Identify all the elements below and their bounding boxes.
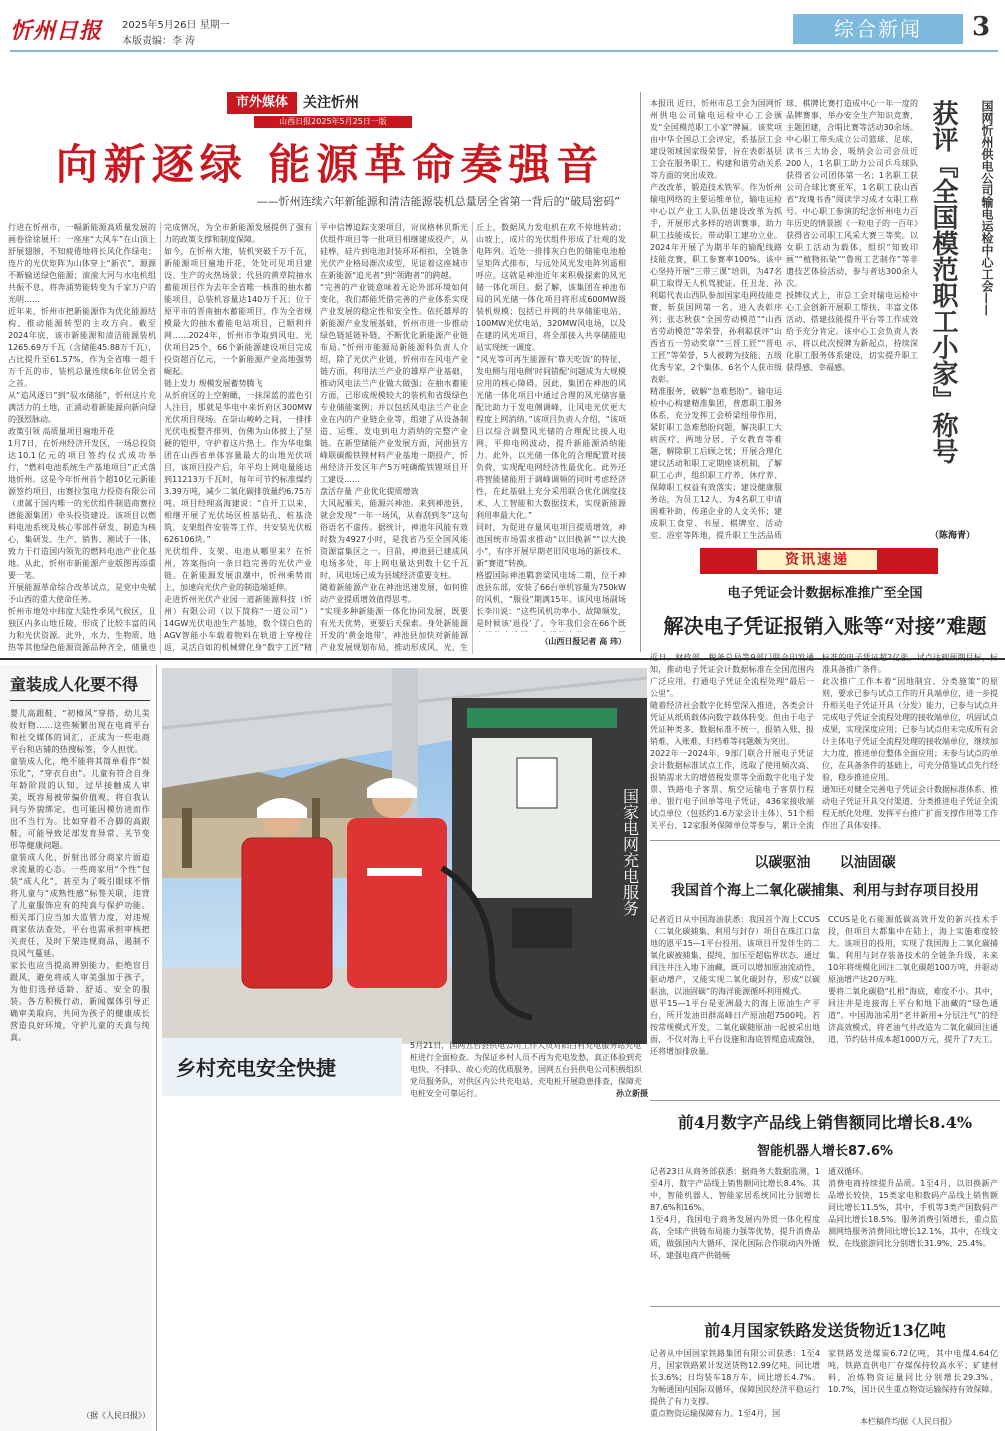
photo-headline: 乡村充电安全快捷 [176,1056,336,1080]
column-divider [316,222,317,654]
lead-byline: （山西日报记者 高 玮） [540,637,626,646]
photo-caption-text: 5月21日，国网五台县供电公司工作人员对阳白村充电服务站充电桩进行全面检查。为保证乡村人员不再为充电发愁，真正体验到充电快、不排队、故心充的优质服务，国网五台县供电公司积极组织党员服务队，对供区内公共充电站、充电桩开展隐患排查，保障充电桩安全可靠运行。 [410,1041,642,1098]
page-number: 3 [971,12,991,42]
award-column-2: 球、棋牌比赛打造成中心一年一度的品牌赛事，举办安全生产知识竞赛，主题团建，合唱比赛等活动30余场。中心职工带头成立公司篮球、足球，读书三大协会，吸纳会公司会员近200人，1名职工助力公司乒乓球队获得省公司团体第一名；1名职工获公司合球比赛亚军，1名职工获山西省“玫瑰书香”阅读学习成才女职工称号。中心职工参演的纪念忻州电力百年历史的情景剧《一粒电子的一百年》获得省公司职工风采大赛三等奖。以女职工活动为载体，组织“知致印画”“植物拓染”“鲁班工艺制作”等非遗技艺体验活动，参与者达300余人次。 授牌仪式上，市总工会对输电运检中心工会创新开展职工帮扶、丰富文体活动、搭建技能提升平台等工作成效给予充分肯定。该中心工会负责人表示，将以此次授牌为新起点，持续深化职工服务体系建设，切实提升职工获得感、幸福感。 [786,99,918,372]
section-divider [156,665,157,1431]
railway-column-2: 家铁路发送煤炭6.72亿吨，其中电煤4.64亿吨，铁路直供电厂存煤保持较高水平；矿建材料，冶炼物资运量同比分别增长29.3%、10.7%，国计民生重点物资运输保持有效保障。 [828,1349,998,1394]
digital-subheadline: 智能机器人增长87.6% [756,1144,894,1159]
photo-caption [410,1040,648,1100]
ccus-headline: 我国首个海上二氧化碳捕集、利用与封存项目投用 [671,883,979,899]
lead-tag-media: 市外媒体 [227,92,297,114]
evoucher-headline: 解决电子凭证报销入账等“对接”难题 [663,614,987,638]
horizontal-rule [650,1100,1000,1101]
horizontal-rule [650,1306,1000,1307]
evoucher-column-2: 标准的电子凭证超2亿张。试点达到预期目标，标准具备推广条件。 此次推广工作本着“因地制宜、分类施策”的原则，要求已参与试点工作的开具端单位，进一步提升相关电子凭证开具（分发）能力，已参与试点并完成电子凭证全流程处理的接收端单位，巩固试点成果，实现深度应用；已参与试点但未完成所有会计主体电子凭证全流程处理的接收端单位，继续加大力度，推进单位整体全面应用；未参与试点的单位，在具备条件的基础上，可充分借鉴试点先行经验，稳步推进应用。 通知还对健全完善电子凭证会计数据标准体系、推动电子凭证开具交付渠道、分类推进电子凭证全流程无纸化处理、发挥平台推广扩面支撑作用等工作作出了具体安排。 [822,653,998,830]
digital-headline: 前4月数字产品线上销售额同比增长8.4% [677,1113,973,1132]
lead-source-badge: 山西日报2025年5月25日一版 [254,116,412,128]
issue-date: 2025年5月26日 星期一 [122,20,230,31]
digital-column-2: 通双循环。 消费电商持续提升品质。1至4月，以旧换新产品增长较快，15类家电和数码产品线上销售额同比增长11.5%，其中，手机等3类产国数码产品同比增长18.5%。服务消费引领增长，重点监测网络服务消费同比增长12.1%，其中，在线文娱、在线旅游同比分别增长31.9%、25.4%。 [828,1167,998,1248]
ccus-column-2: CCUS是化石能源低碳高效开发的新兴技术手段，但项目大都集中在陆上，海上实施难度较大。该项目的投用，实现了我国海上二氧化碳捕集、利用与封存装备技术的全链条升级，未来10年将规模化回注二氧化碳超100万吨，并驱动原油增产达20万吨。 要将二氧化碳稳“扎根”海底，难度不小。其中，回注井是连接海上平台和地下油藏的“绿色通道”。中国海油采用“老井新用+分层注气”的经济高效模式，将老油气井改造为二氧化碳回注通道，节约钻井成本超1000万元，提升了7天工。 [828,915,998,1044]
commentary-headline: 童装成人化要不得 [10,675,139,694]
railway-headline: 前4月国家铁路发送货物近13亿吨 [704,1321,946,1340]
lead-column-2: 完成情况，为全市新能源发展提供了强有力的政策支撑和制度保障。 如今，在忻州大地，装机突破千万千瓦，新能源项目遍地开花，处处可见项目建设、生产的火热场景；代县的黄草院抽水蓄能项目作为去年全省唯一核准的抽水蓄能项目，总装机容量达140万千瓦；位于原平市的晋南抽水蓄能项目，作为全省规模最大的抽水蓄能电站项目，已顺利并网……2024年，忻州市争取到风电、光伏项目25个，66个新能源建设项目完成投资超百亿元，一个新能源产业高地强势崛起。 链上发力 规模发展蓄势腾飞 从忻府区的上空俯瞰，一抹深蓝的蓝色引人注目，那就是华电中来忻府区300MW光伏项目现场。在崇山峻岭之间，一排排光伏电板整齐排列，仿佛为山体披上了坚硬的铠甲，守护着这片热土。作为华电集团在山西省单体容量最大的山地光伏项目，该项目投产后，年平均上网电量能达到11213万千瓦时，每年可节约标准煤约3.39万吨，减少二氧化碳排放量约6.75万吨。项目经理高海建说：“自开工以来，相继开展了光伏场区桩基钻孔、桩基浇筑、支架组件安装等工作，共安装光伏板626106块。” 光伏组件、支架、电池从哪里来？在忻州，答案指向一条日趋完善的光伏产业链。在新能源发展浪潮中，忻州乘势而上，加速向光伏产业的制造端延伸。 走进忻州光伏产业园一道新能源科技（忻州）有限公司（以下简称“一道公司”）14GW光伏电池生产基地，数个镁白色的AGV智能小车载着物料在轨道上穿梭往返，灵活自如的机械臂化身“数字工匠”精 [164,223,312,652]
commentary-byline: （据《人民日报》） [82,1411,150,1420]
award-kicker: 国网忻州供电公司输电运检中心工会—— [980,100,994,316]
page-footer-note: 本栏稿件均据《人民日报》 [860,1417,956,1426]
award-column-1: 本报讯 近日，忻州市总工会为国网忻州供电公司输电运检中心工会颁发“全国模范职工小家”牌匾。该奖项由中华全国总工会评定，系基层工会建设领域国家级荣誉，旨在表彰基层工会在服务职工、构建和谐劳动关系等方面的突出成效。 产改改革，锻造技术铁军。作为忻州输电网络的主要运维单位，输电运检中心以产业工人队伍建设改革为抓手，开展形式多样的培训赛事，助力职工技能成长。带动职工建功立业。2024年开展了为期半年的输配线路技能竞赛，职工参赛率100%。该中心坚持开展“三带三课”培训，为47名职工取得无人机驾驶证。任丑龙、孙利聪代表山西队参加国家电网技能竞赛，斩获国网第一名，进入表彰序列；张志秋获“全国劳动模范”“山西省劳动模范”等荣誉，孙利聪获评“山西省五一劳动奖章”“三晋工匠”“晋电工匠”等荣誉，5人被聘为技能、五级优秀专家，2个集体、6名个人获市级表彰。 精准服务，破解“急难愁盼”。输电运检中心构建精准集团，普惠职工服务体系，充分发挥工会桥梁纽带作用，紧盯职工急难愁盼问题，解决职工大病医疗、两地分居、子女教育等难题，解除职工后顾之忧；开展合理化建议活动和职工定期座谈机制，了解职工心声，组织职工疗养、休疗养、保障职工权益有效落实；建设健康服务站，为员工12人、为4名职工申请困难补助，传递企业的人文关怀；建成职工食堂、书屋、棋牌室、活动室、浴室等阵地，提升职工生活品质 [650,99,782,540]
lead-column-3: 平中信博追踪支架项目，岢岚格林贝斯光伏组件项目等一批项目相继建成投产，从硅棒，硅片到电池封装环环相扣，全链条光伏产业格局渐次成型，见证着这座城市在新能源“追光者”到“领跑者”的跨越。 “完善的产业链意味着无论外部环境如何变化，我们都能凭借完善的产业体系实现产业发展的稳定性和安全性。依托雄厚的新能源产业发展基础，忻州市进一步推动绿色链延链补链，不断优化新能源产业链布局。”忻州市能源局新能源科负责人介绍，除了光伏产业链，忻州市在风电产业链方面，利用法兰产业的雄厚产业基础，推动风电法兰产业做大做强；在抽水蓄能方面，已形成规模较大的装机和省级绿色专业储能案例；并以包括风电法兰产业企业在内的产业链企业等，组建了从设备制造、运维、发电到电力消纳的完整产业链。在新型储能产业发展方面，河曲县方峰联碳酸铁锂材料产业基地一期投产，忻州经济开发区年产5万吨磷酸铁锂项目开工建设…… 盘活存量 产业优化提质增效 大风起雁关，能源兴神池。来到神池县，就会发现“一年一场风，从春刮到冬”这句俗语名不虚传。据统计，神池年风能有效时数为4927小时，是我省乃至全国风能资源富集区之一。目前，神池县已建成风电场多处，年上网电量达到数十亿千瓦时，风电场已成为县域经济重要支柱。 随着新能源产业在神池迅速发展，如何推动产业提质增效值得思考。 “实现多种新能源一体化协同发展，既要有光天优势，更要后天探索。身处新能源开发的‘黄金地带’，神池县加快对新能源产业发展规划布局，推动形成风、光、生 [320,223,468,652]
evoucher-kicker: 电子凭证会计数据标准推广至全国 [727,586,923,601]
horizontal-rule [10,700,150,701]
station-side-label: 国家电网充电服务 [620,788,640,916]
section-divider [640,92,641,652]
news-flash-label: 资讯速递 [757,550,877,570]
horizontal-rule [650,840,1000,841]
section-title: 综合新闻 [793,14,963,44]
digital-column-1: 记者23日从商务部获悉：据商务大数据监测，1至4月，数字产品线上销售额同比增长8.4%。其中，智能机器人、智能家居系统同比分别增长87.6%和16%。 1至4月，我国电子商务发展内外贸一体化程度高，全球产供链布局能力强等优势，提升消费品质，做强国内大循环，深化国际合作联动内外循环，建强电商产供链畅 [650,1167,820,1260]
ccus-column-1: 记者近日从中国海油获悉：我国首个海上CCUS（二氧化碳捕集、利用与封存）项目在珠江口盆地的恩平15—1平台投用。该项目开发伴生的二氧化碳被捕集、提纯、加压至超临界状态，通过回注井注入地下油藏，既可以增加原油流动性，驱动增产，又能实现二氧化碳封存，形成“以碳驱油，以油固碳”的海洋能源循环利用模式。 恩平15—1平台是亚洲最大的海上原油生产平台，所开发油田群高峰日产原油超7500吨。若按常规模式开发，二氧化碳随原油一起被采出地面，不仅对海上平台设施和海底管缆造成腐蚀，还将增加排放量。 [650,915,820,1056]
photo-byline: 孙立新摄 [616,1089,648,1098]
header-rule [10,50,998,52]
lead-column-4: 丘上，数据风力发电机在欢不停地转动；山坡上，成片的光伏组件形成了壮观的发电阵列。近处一排排灰白色的储能电池舱呈矩阵式排布，与远处风光发电阵列遥相呼应。这就是神池近年来积极探索的风光储一体化项目。据了解，该集团在神池布局的风光储一体化项目将形成600MW级装机规模；包括已并网的共享储能电站、100MW光伏电站、320MW风电场，以及在建的风光项目，将全部接入共享储能电站实现统一调度。 “风光等可再生能源有‘靠天吃饭’的特征，发电侧与用电侧‘时间错配’问题成为大规模应用的核心障碍。因此，集团在神池的风光储一体化项目中通过合理的风光储容量配比助力于发电侧调峰，让风电光伏更大程度上网消纳。”该项目负责人介绍，“该项目以综合调整风光储的合理配比接入电网，平抑电网波动，提升新能源消纳能力。此外，以光储一体化的合理配置对接负荷，实现配电网经济性最优化。此外还将智能储能用于调峰调频的同时考虑经济性，在此基础上充分采用联合优化调度技术、人工智能和大数据技术，实现新能源利用率最大化。” 同时，为促进存量风电项目提质增效，神池国统市场需求推动“以旧换新”“以大换小”，有序开展早期老旧风电场的新技术、新“赛道”转换。 格盟国际神池羁套梁风电场二期，位于神池县东部，安装了66台单机容量为750kW的风机，“服役”期满15年。该风电场副场长李川说：“这些风机功率小、故障频发，是时候该‘退役’了。今年我们会在66个既 [476,223,626,628]
ccus-kicker: 以碳驱油 以油固碳 [754,855,896,871]
lead-headline: 向新逐绿 能源革命奏强音 [55,140,605,189]
svg-text:国家电网充电服务 [621,788,640,916]
evoucher-column-1: 近日，财政部、税务总局等9部门联合印发通知，推动电子凭证会计数据标准在全国范围内广泛应用，打通电子凭证全流程处理“最后一公里”。 随着经济社会数字化转型深入推进，各类会计凭证从纸质载体向数字载体转变。但由于电子凭证种类多、数据标准不统一，报销入账、报销难、入账难、归档难等问题颇为突出。 2022年一2024年，9部门联合开展电子凭证会计数据标准试点工作，选取了使用频次高、报销需求大的增值税发票等全面数字化电子发票、铁路电子客票、航空运输电子客票行程单、银行电子回单等电子凭证，436家接收端试点单位（包括约1.6万家会计主体）、51个相关平台、12家服务保障单位等参与，累计全流 [650,653,814,830]
page-editor: 本版责编：李 涛 [122,36,196,47]
charging-station-photo [162,668,647,1044]
railway-column-1: 记者从中国国家铁路集团有限公司获悉：1至4月，国家铁路累计发送货物12.99亿吨，同比增长3.6%；日均装车18万车，同比增长4.7%。为畅通国内国际双循环，保障国民经济平稳运行提供了有力支撑。 重点物资运输保障有力。1至4月，国 [650,1349,820,1418]
lead-tag-focus: 关注忻州 [303,95,359,111]
commentary-body: 婴儿高跟鞋、“初樟风”穿搭、幼儿美妆好物……这些频繁出现在电商平台和社交媒体的词汇，正成为一些电商平台和店铺的热搜标签，令人担忧。 童装成人化，绝不能将其简单看作“娱乐化”，“穿衣自由”。儿童有符合自身年龄阶段的认知，过早接触成人审美，既容易被带偏价值观，将自我认同与外貌绑定，也可能因模仿进而作出不当行为。比如穿着不合脚的高跟鞋，可能导致足部发育异常、关节变形等健康问题。 童装成人化，折射出部分商家片面追求流量的心态。一些商家用“个性”包装“成人化”，甚至为了吸引眼球不惜将儿童与“成熟性感”标签关联，违背了儿童服饰应有的纯真与保护功能。相关部门应当加大监管力度，对违规商家依法查处，平台也需承担审核把关责任，及时下架违规商品，遏制不良风气蔓延。 家长也应当提高辨别能力，拒绝盲目跟风，避免将成人审美强加于孩子，为他们选择适龄、舒适、安全的服装。各方积极行动，新闻媒体引导正确审美取向，共同为孩子的健康成长营造良好环境，守护儿童的天真与纯真。 [10,709,150,1042]
award-headline: 获评『全国模范职工小家』称号 [928,100,958,464]
newspaper-masthead: 忻州日报 [10,18,103,44]
lead-column-1: 行进在忻州市，一幅新能源高质量发展的画卷徐徐展开：一座座“大风车”在山顶上舒展翅膀，不知疲倦地将长风化作绿电；连片的光伏矩阵为山体穿上“新衣”，源源不断输送绿色能源；滚滚大河与水电机组共振不息，将奔涌势能转变为千家万户的光明…… 近年来，忻州市把新能源作为优化能源结构、推动能源转型的主攻方向。截至2024年底，该市新能源和清洁能源装机1265.69万千瓦（含储能45.88万千瓦），占比提升至61.57%，作为全省唯一超千万千瓦的市，装机总量连续6年位居全省之首。 从“追风逐日”到“驭水储能”，忻州这片充满活力的土地，正涌动着新能源向新向绿的强烈脉动。 政策引领 高质量项目遍地开花 1月7日，在忻州经济开发区，一场总投资达10.1亿元的项目签约仪式成功举行，“燃料电池系统生产基地项目”正式落地忻州。这是今年忻州首个超10亿元新能源签约项目，由赛拉氢电力投资有限公司（隶属于国内唯一的光伏组件制造商赛拉德能源集团）牵头投资建设。该项目以燃料电池系统及核心零部件研发、制造为核心，集研发、生产、销售、测试于一体，致力于打造国内领先的燃料电池产业化基地。从此，忻州市新能源产业版图再添重要一笔。 开展能源革命综合改革试点，是党中央赋予山西的重大使命任务。 忻州市地处中纬度大陆性季风气候区，且独区内多山地丘陵，形成了比较丰富的风力和光伏资源。此外，水力、生物质、地热等其他绿色能源资源品种齐全，储量也 [8,223,156,652]
column-divider [472,222,473,654]
column-divider [160,222,161,654]
lead-subheadline: ——忻州连续六年新能源和清洁能源装机总量居全省第一背后的“破局密码” [256,195,620,208]
award-byline: （陈海青） [930,531,976,541]
